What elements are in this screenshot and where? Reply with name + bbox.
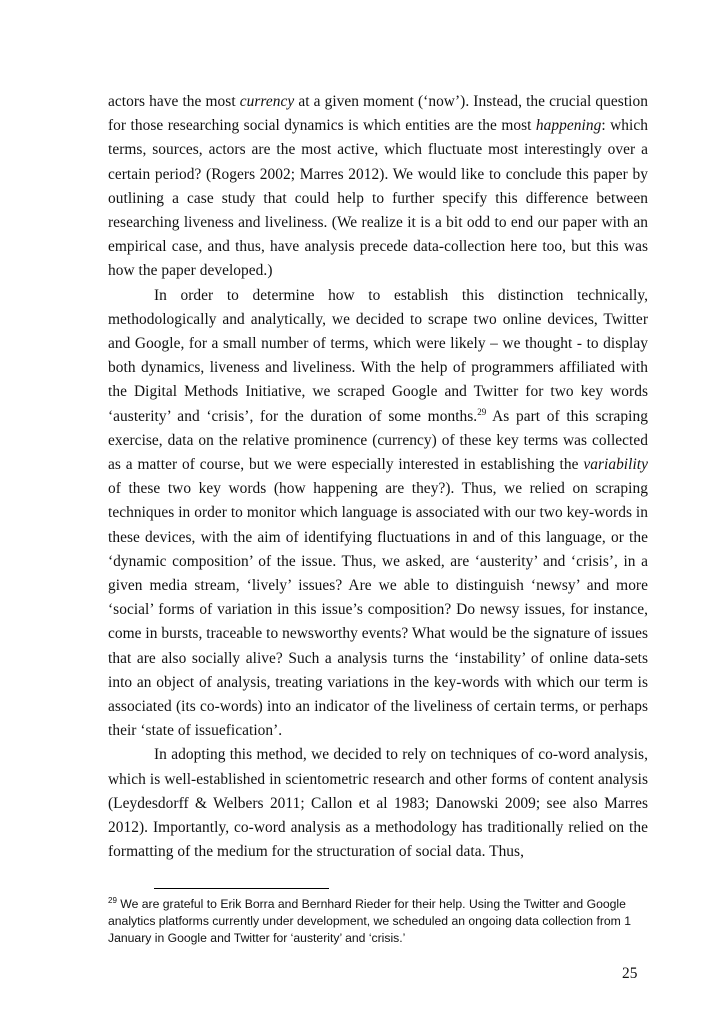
p2-text-3: of these two key words (how happening are they?). Thus, we relied on scraping techniques in order to monitor which language is associated with our two key-words in these devices, with the aim of identifying fluctuations in and of this language, or the ‘dynamic composition’ of the issue. Thus, we asked, are ‘austerity’ and ‘crisis’, in a given media stream, ‘lively’ issues? Are we able to distinguish ‘newsy’ and more ‘social’ forms of variation in this issue’s composition? Do newsy issues, for instance, come in bursts, traceable to newsworthy events? What would be the signature of issues that are also socially alive? Such a analysis turns the ‘instability’ of online data-sets into an object of analysis, treating variations in the key-words with which our term is associated (its co-words) into an indicator of the liveliness of certain terms, or perhaps their ‘state of issuefication’.: [108, 480, 648, 740]
p2-emphasis-variability: variability: [583, 456, 648, 474]
paragraph-2: [108, 284, 648, 744]
footnote-number: 29: [108, 895, 117, 905]
footnote-divider: [154, 888, 329, 889]
footnote-text: We are grateful to Erik Borra and Bernhard Rieder for their help. Using the Twitter and Google analytics platforms currently under development, we scheduled an ongoing data collection from 1 January in Google and Twitter for ‘austerity’ and ‘crisis.’: [108, 897, 632, 945]
p1-emphasis-happening: happening: [535, 117, 602, 135]
paragraph-1: [108, 90, 648, 284]
page-body: [108, 90, 648, 865]
p1-text-2: at a given moment (‘now’). Instead, the crucial question for those researching social dynamics is which entities are the most: [108, 93, 648, 135]
footnote: [108, 896, 648, 947]
body-text: [108, 90, 648, 865]
p1-text-1: actors have the most: [108, 93, 240, 110]
p3-text-1: In adopting this method, we decided to rely on techniques of co-word analysis, which is well-established in scientometric research and other forms of content analysis (Leydesdorff & Welbers 2011; Callon et al 1983; Danowski 2009; see also Marres 2012). Importantly, co-word analysis as a methodology has traditionally relied on the formatting of the medium for the structuration of social data. Thus,: [108, 746, 648, 861]
p1-text-3: : which terms, sources, actors are the most active, which fluctuate most interestingly over a certain period? (Rogers 2002; Marres 2012). We would like to conclude this paper by outlining a case study that could help to further specify this difference between researching liveness and liveliness. (We realize it is a bit odd to end our paper with an empirical case, and thus, have analysis precede data-collection here too, but this was how the paper developed.): [108, 117, 648, 280]
paragraph-3: [108, 743, 648, 864]
p2-text-2: As part of this scraping exercise, data on the relative prominence (currency) of these key terms was collected as a matter of course, but we were especially interested in establishing the: [108, 407, 648, 474]
p1-emphasis-currency: currency: [239, 93, 295, 110]
p2-text-1: In order to determine how to establish this distinction technically, methodologically and analytically, we decided to scrape two online devices, Twitter and Google, for a small number of terms, which were likely – we thought - to display both dynamics, liveness and liveliness. With the help of programmers affiliated with the Digital Methods Initiative, we scraped Google and Twitter for two key words ‘austerity’ and ‘crisis’, for the duration of some months.: [108, 286, 648, 425]
page-number: 25: [622, 965, 638, 982]
footnote-reference[interactable]: 29: [477, 406, 487, 417]
